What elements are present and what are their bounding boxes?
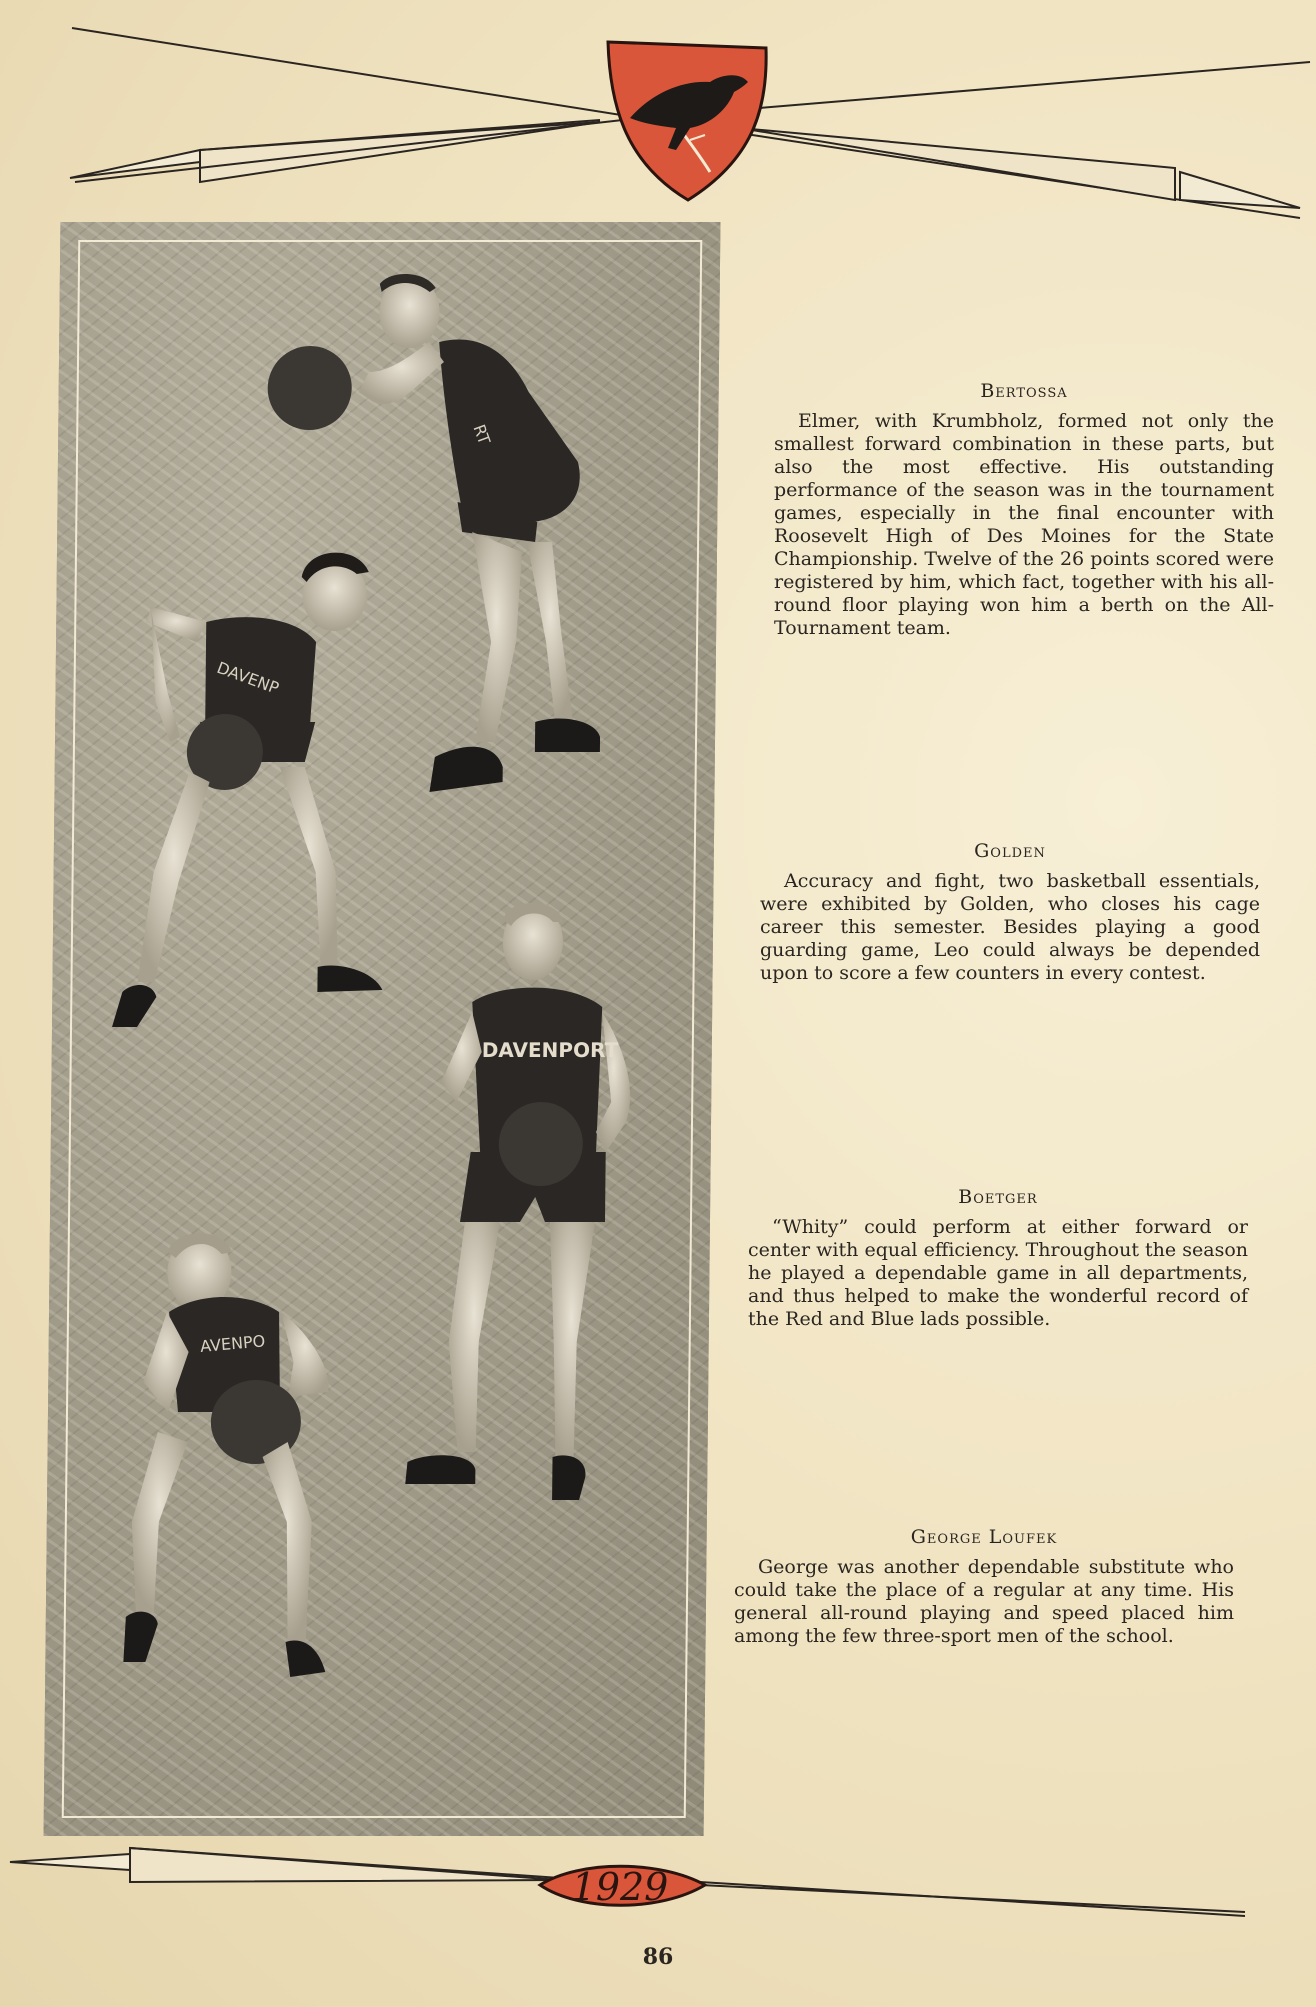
bio-name: Boetger bbox=[958, 1186, 1038, 1208]
player-loufek-figure bbox=[123, 1233, 330, 1677]
bio-text: Accuracy and fight, two basketball essentials, were exhibited by Golden, who closes his cage career this semester. Besides playing a good guarding game, Leo could always be depended upon to score a few counters in every contest. bbox=[760, 870, 1260, 984]
crow-shield-icon bbox=[608, 42, 766, 200]
bio-text: Elmer, with Krumbholz, formed not only the smallest forward combination in these parts, but also the most effective. His outstanding performance of the season was in the tournament games, especially in the final encounter with Roosevelt High of Des Moines for the State Championship. Twelve of the 26 points scored were registered by him, which fact, together with his all-round floor playing won him a berth on the All-Tournament team. bbox=[774, 410, 1274, 639]
svg-text:DAVENP: DAVENP bbox=[214, 657, 282, 698]
player-silhouettes bbox=[44, 222, 721, 1836]
bio-golden bbox=[760, 840, 1260, 985]
player-bertossa-figure bbox=[263, 274, 604, 792]
bio-boetger bbox=[748, 1186, 1248, 1331]
bio-name: George Loufek bbox=[910, 1526, 1058, 1548]
crossed-spears-shield-ornament bbox=[0, 0, 1316, 230]
year-label: 1929 bbox=[571, 1865, 669, 1909]
bio-text: “Whity” could perform at either forward or center with equal efficiency. Throughout the season he played a dependable game in all departments, and thus helped to make the wonderful record of the Red and Blue lads possible. bbox=[748, 1216, 1248, 1330]
svg-text:RT: RT bbox=[469, 421, 495, 447]
bio-name: Golden bbox=[974, 840, 1046, 862]
jersey-lettering: DAVENPORT bbox=[481, 1038, 619, 1062]
basketball-icon bbox=[267, 346, 352, 430]
bio-name: Bertossa bbox=[980, 380, 1068, 402]
bio-text: George was another dependable substitute who could take the place of a regular at any time. His general all-round playing and speed placed him among the few three-sport men of the school. bbox=[734, 1556, 1234, 1647]
player-golden-figure bbox=[112, 553, 387, 1027]
bio-george-loufek bbox=[734, 1526, 1234, 1648]
bio-bertossa bbox=[774, 380, 1274, 640]
player-boetger-figure bbox=[405, 903, 632, 1500]
page-number: 86 bbox=[642, 1944, 674, 1970]
svg-text:AVENPO: AVENPO bbox=[199, 1331, 266, 1356]
player-photo-panel bbox=[44, 222, 721, 1836]
